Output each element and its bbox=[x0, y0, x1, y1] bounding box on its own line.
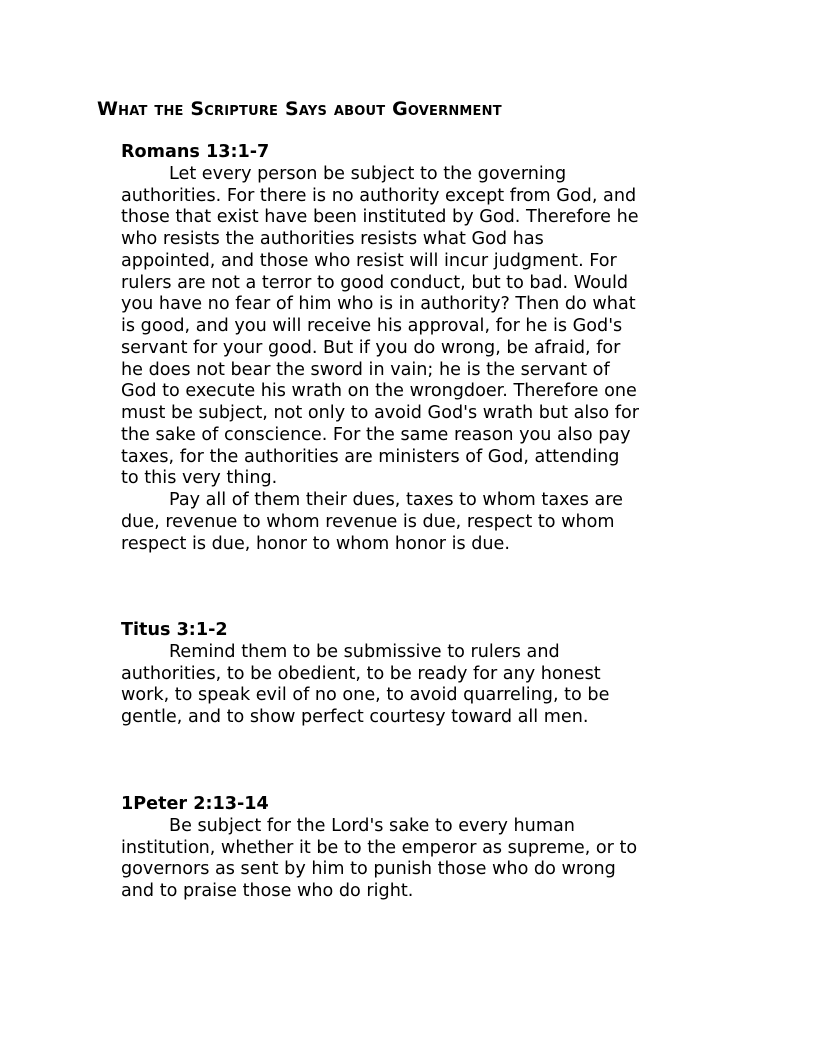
passage-titus bbox=[121, 620, 641, 729]
passage-paragraph: Pay all of them their dues, taxes to whom taxes are due, revenue to whom revenue is due, respect to whom respect is due, honor to whom honor is due. bbox=[121, 490, 624, 554]
passage-1peter bbox=[121, 794, 641, 903]
passage-reference: Romans 13:1-7 bbox=[121, 142, 270, 162]
passage-reference: 1Peter 2:13-14 bbox=[121, 794, 269, 814]
passage-romans bbox=[121, 142, 641, 555]
page-title: What the Scripture Says about Government bbox=[97, 98, 502, 120]
passage-paragraph: Let every person be subject to the governing authorities. For there is no authority except from God, and those that exist have been instituted by God. Therefore he who resists the authorities resists what God has appointed, and those who resist will incur judgment. For rulers are not a terror to good conduct, but to bad. Would you have no fear of him who is in authority? Then do what is good, and you will receive his approval, for he is God's servant for your good. But if you do wrong, be afraid, for he does not bear the sword in vain; he is the servant of God to execute his wrath on the wrongdoer. Therefore one must be subject, not only to avoid God's wrath but also for the sake of conscience. For the same reason you also pay taxes, for the authorities are ministers of God, attending to this very thing. bbox=[121, 163, 639, 489]
passage-reference: Titus 3:1-2 bbox=[121, 620, 228, 640]
passage-paragraph: Be subject for the Lord's sake to every human institution, whether it be to the emperor as supreme, or to governors as sent by him to punish those who do wrong and to praise those who do right. bbox=[121, 815, 638, 901]
passage-paragraph: Remind them to be submissive to rulers and authorities, to be obedient, to be ready for any honest work, to speak evil of no one, to avoid quarreling, to be gentle, and to show perfect courtesy toward all men. bbox=[121, 641, 610, 727]
